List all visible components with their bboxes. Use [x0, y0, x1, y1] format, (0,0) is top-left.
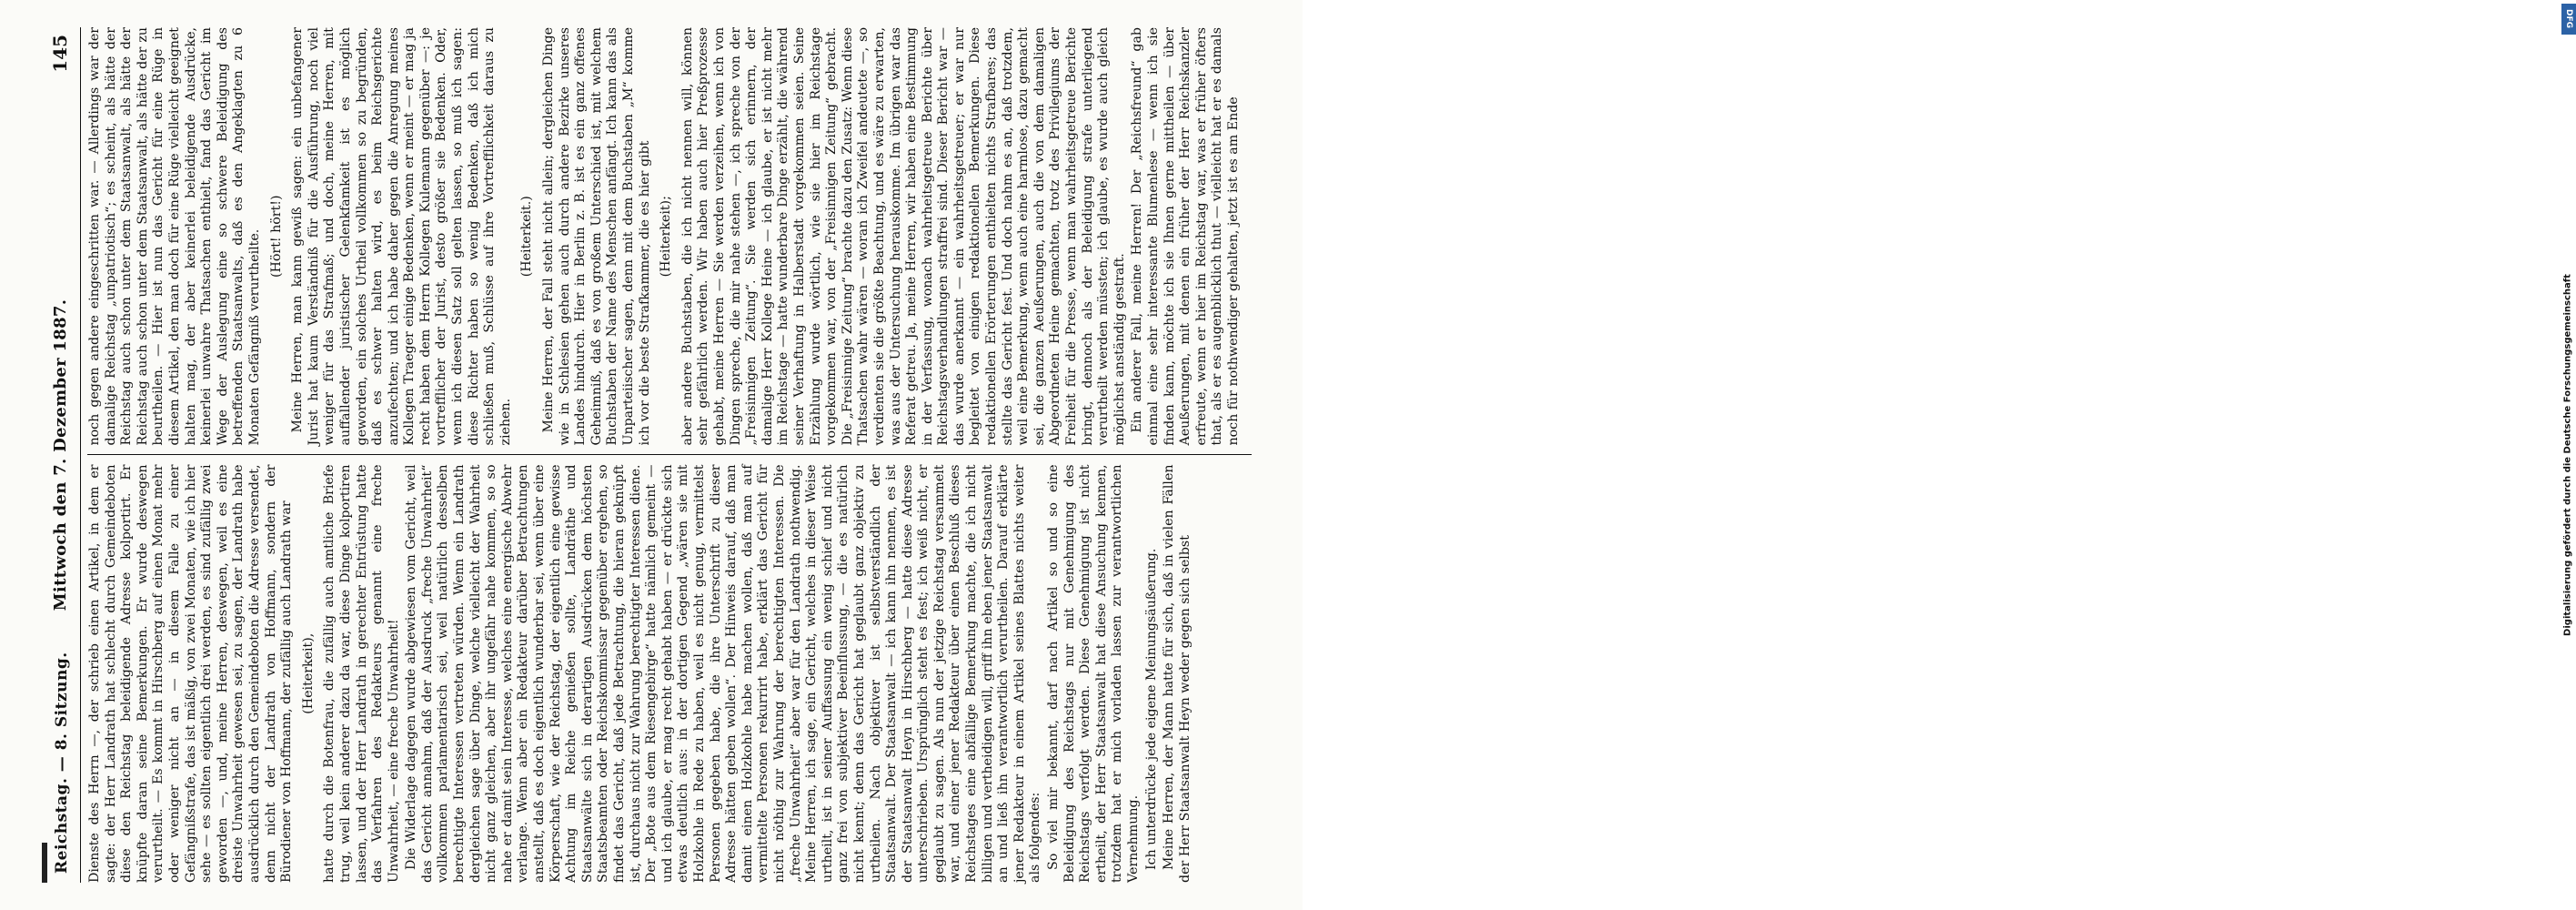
text-columns: [87, 27, 1252, 883]
dfg-logo: DFG: [2561, 4, 2576, 35]
quoted-paragraph: So viel mir bekannt, darf nach Artikel so und so eine Beleidigung des Reichstags nur mit Genehmigung des Reichstags verfolgt werden. Diese Genehmigung ist nicht ertheilt, der Herr Staatsanwalt hat diese Ansuchung kennen, trotzdem hat er mich vorladen lassen zur verantwortlichen Vernehmung.: [1046, 464, 1141, 883]
paragraph: Ein anderer Fall, meine Herren! Der „Reichsfreund“ gab einmal eine sehr interessante Blumenlese — wenn ich sie finden kann, möchte ich sie Ihnen gerne mittheilen — über Aeußerungen, mit denen ein früher der Herr Reichskanzler erfreute, wenn er hier im Reichstag war, was er früher öfters that, als er es augenblicklich thut — vielleicht hat er es damals noch für nothwendiger gehalten, jetzt ist es am Ende: [1130, 27, 1241, 446]
paragraph: Dienste des Herrn —, der schrieb einen Artikel, in dem er sagte: der Herr Landrath hat schlecht durch Gemeindeboten diese den Reichstag beleidigende Adresse kolportirt. Er knüpfte daran seine Bemerkungen. Er wurde deswegen verurtheilt. — Es kommt in Hirschberg auf einen Monat mehr oder weniger nicht an — in diesem Falle zu einer Gefängnißstrafe, das ist mäßig, von zwei Monaten, wie ich hier sehe — es sollten eigentlich drei werden, es sind zufällig zwei geworden —, und, meine Herren, deswegen, weil es eine dreiste Unwahrheit gewesen sei, zu sagen, der Landrath habe ausdrücklich durch den Gemeindeboten die Adresse versendet, denn nicht der Landrath von Hoffmann, sondern der Bürodiener von Hoffmann, der zufällig auch Landrath war: [87, 464, 295, 883]
paragraph: Meine Herren, der Mann hatte für sich, daß in vielen Fällen der Herr Staatsanwalt Heyn weder gegen sich selbst: [1162, 464, 1192, 883]
right-column: [87, 27, 1252, 456]
interjection: (Hört! hört!): [268, 195, 284, 278]
left-column: [87, 465, 1252, 884]
newspaper-page: [42, 27, 1261, 883]
header-date: Mittwoch den 7. Dezember 1887.: [51, 298, 70, 612]
digitization-credit: Digitalisierung gefördert durch die Deutsche Forschungsgemeinschaft: [2562, 274, 2573, 636]
paragraph: hatte durch die Botenfrau, die zufällig auch amtliche Briefe trug, weil kein anderer dazu da war, diese Dinge kolportiren lassen, und der Herr Landrath in gerechter Entrüstung hatte das Verfahren des Redakteurs genannt eine freche Unwahrheit, — eine freche Unwahrheit!: [322, 464, 401, 883]
paragraph: Meine Herren, der Fall steht nicht allein; dergleichen Dinge wie in Schlesien gehen auch durch andere Bezirke unseres Landes hindurch. Hier in Berlin z. B. ist es ein ganz offenes Geheimniß, daß es von großem Unterschied ist, mit welchem Buchstaben der Name des Menschen anfängt. Ich kann das als Unparteiischer sagen, denn mit dem Buchstaben „M“ komme ich vor die beste Strafkammer, die es hier gibt: [541, 27, 652, 446]
digitization-footer: [1278, 0, 2573, 910]
interjection: (Heiterkeit.): [519, 196, 535, 278]
paragraph: Ich unterdrücke jede eigene Meinungsäußerung.: [1143, 548, 1159, 870]
paragraph: noch gegen andere eingeschritten war. — Allerdings war der damalige Reichstag „unpatriotisch“; es scheint, als hätte der Reichstag auch schon unter dem Staatsanwalt, als hätte der Reichstag auch schon unter dem Staatsanwalt, als hätte der zu beurtheilen. — Hier ist nun das Gericht für eine Rüge in diesem Artikel, den man doch für eine Rüge vielleicht geeignet halten mag, der aber keinerlei beleidigende Ausdrücke, keinerlei unwahre Thatsachen enthielt, fand das Gericht im Wege der Auslegung eine so schwere Beleidigung des betreffenden Staatsanwalts, daß es den Angeklagten zu 6 Monaten Gefängniß verurtheilte.: [87, 27, 262, 446]
page-number: 145: [49, 35, 71, 73]
paragraph: Meine Herren, man kann gewiß sagen: ein unbefangener Jurist hat kaum Verständniß für die Ausführung, noch viel weniger für das Strafmaß; und doch, meine Herren, mit auffallender juristischer Gelenkfamkeit ist es möglich geworden, ein solches Urtheil vollkommen so zu begründen, daß es schwer halten wird, es beim Reichsgerichte anzufechten; und ich habe daher gegen die Anregung meines Kollegen Traeger einige Bedenken, wenn er meint — er mag ja recht haben dem Herrn Kollegen Kulemann gegenüber —: je vortrefflicher der Jurist, desto größer sie Bedenken. Oder, wenn ich diesen Satz soll gelten lassen, so muß ich sagen: diese Richter haben so wenig Bedenken, daß ich mich schließen muß, Schlüsse auf ihre Vortrefflichkeit daraus zu ziehen.: [290, 27, 513, 446]
page-header: [42, 27, 81, 883]
interjection: (Heiterkeit),: [300, 632, 316, 714]
paragraph: Die Widerlage dagegen wurde abgewiesen vom Gericht, weil das Gericht annahm, daß der Ausdruck „freche Unwahrheit“ vollkommen parlamentarisch sei, weil natürlich desselben berechtigte Interessen vertreten würden. Wenn ein Landrath dergleichen sage über Dinge, welche vielleicht der Wahrheit nicht ganz gleichen, aber ihr ungefähr nahe kommen, so so nahe er damit sein Interesse, welches eine energische Abwehr verlange. Wenn aber ein Redakteur darüber Betrachtungen anstellt, daß es doch eigentlich wunderbar sei, wenn über eine Körperschaft, wie der Reichstag, der eigentlich eine gewisse Achtung im Reiche genießen sollte, Landräthe und Staatsanwälte sich in derartigen Ausdrücken dem höchsten Staatsbeamten oder Reichskommissar gegenüber ergehen, so findet das Gericht, daß jede Betrachtung, die hieran geknüpft ist, durchaus nicht zur Wahrung berechtigter Interessen diene. Der „Bote aus dem Riesengebirge“ hatte nämlich gemeint — und ich glaube, er mag recht gehabt haben — er drückte sich etwas deutlich aus: in der dortigen Gegend „wären sie mit Holzkohle in Rede zu haben, weil es nicht genug, vermittelst Personen gegeben habe, die ihre Unterschrift zu dieser Adresse hätten geben wollen“. Der Hinweis darauf, daß man damit einen Holzkohle habe machen wollen, daß man auf vermittelte Personen rekurrirt habe, erklärt das Gericht für nicht nöthig zur Wahrung der berechtigten Interessen. Die „freche Unwahrheit“ aber war für den Landrath nothwendig. Meine Herren, ich sage, ein Gericht, welches in dieser Weise urtheilt, ist in seiner Auffassung ein wenig schief und nicht ganz frei von subjektiver Beeinflussung, — die es natürlich nicht kennt; denn das Gericht hat geglaubt ganz objektiv zu urtheilen. Nach objektiver ist selbstverständlich der Staatsanwalt. Der Staatsanwalt — ich kann ihn nennen, es ist der Staatsanwalt Heyn in Hirschberg — hatte diese Adresse unterschrieben. Ursprünglich steht es fest; ich weiß nicht, er geglaubt zu sagen. Als nun der jetzige Reichstag versammelt war, und einer jener Redakteur über einen Beschluß dieses Reichstages eine abfällige Bemerkung machte, die ich nicht billigen und vertheidigen will, griff ihn eben jener Staatsanwalt an und ließ ihn verantwortlich verurtheilen. Darauf erklärte jener Redakteur in einem Artikel seines Blattes nichts weiter als folgendes:: [404, 464, 1043, 883]
header-session: Reichstag. — 8. Sitzung.: [53, 652, 71, 874]
interjection: (Heiterkeit);: [659, 196, 674, 278]
paragraph: aber andere Buchstaben, die ich nicht nennen will, können sehr gefährlich werden. Wir haben auch hier Preßprozesse gehabt, meine Herren — Sie werden verzeihen, wenn ich von Dingen spreche, die mir nahe stehen —, ich spreche von der „Freisinnigen Zeitung“. Sie werden sich erinnern, der damalige Herr Kollege Heine — ich glaube, er ist nicht mehr im Reichstage — hatte wunderbare Dinge erzählt, die während seiner Verhaftung in Halberstadt vorgekommen seien. Seine Erzählung wurde wörtlich, wie sie hier im Reichstage vorgekommen war, von der „Freisinnigen Zeitung“ gebracht. Die „Freisinnige Zeitung“ brachte dazu den Zusatz: Wenn diese Thatsachen wahr wären — woran ich Zweifel andeutete —, so verdienten sie die größte Beachtung, und es wäre zu erwarten, was aus der Untersuchung herauskomme. Im übrigen war das Referat getreu. Ja, meine Herren, wir haben eine Bestimmung in der Verfassung, wonach wahrheitsgetreue Berichte über Reichstagsverhandlungen straffrei sind. Dieser Bericht war — das wurde anerkannt — ein wahrheitsgetreuer; er war nur begleitet von einigen redaktionellen Bemerkungen. Diese redaktionellen Erörterungen enthielten nichts Strafbares; das stellte das Gericht fest. Und doch nahm es an, daß trotzdem, weil eine Bemerkung, wenn auch eine harmlose, dazu gemacht sei, die ganzen Aeußerungen, auch die von dem damaligen Abgeordneten Heine gemachten, trotz des Privilegiums der Freiheit für die Presse, wenn man wahrheitsgetreue Berichte bringt, dennoch als der Beleidigung strafe unterliegend verurtheilt werden müssten; ich glaube, es wurde auch gleich möglichst anständig gestraft.: [679, 27, 1127, 446]
